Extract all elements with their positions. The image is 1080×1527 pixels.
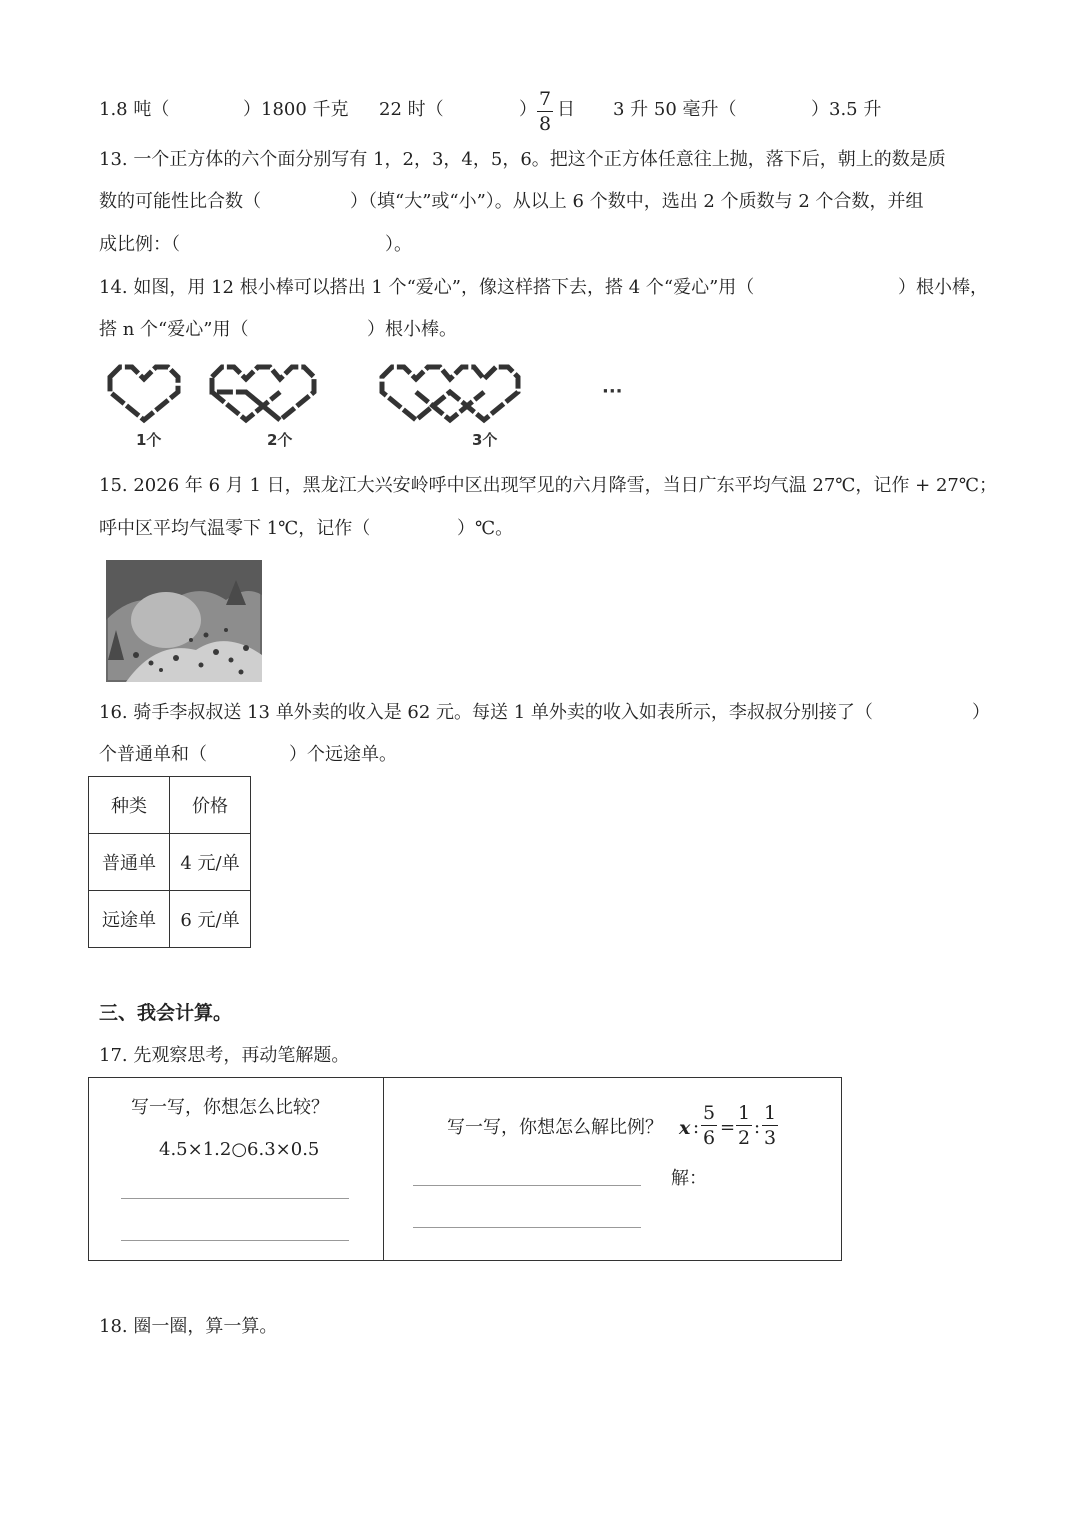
- table-cell: 远途单: [89, 891, 170, 948]
- q17-left-answer-line-2[interactable]: [121, 1240, 349, 1241]
- hearts-ellipsis: ···: [602, 381, 623, 402]
- q12-fraction-denominator: 8: [538, 113, 552, 135]
- table-cell: 普通单: [89, 834, 170, 891]
- q12-part3-right: ）3.5 升: [811, 99, 882, 120]
- q17-colon-2: :: [754, 1117, 761, 1138]
- q12-fraction-bar: [537, 111, 553, 112]
- q12-part2-unit: 日: [557, 99, 575, 120]
- q12-part1-right: ）1800 千克: [243, 99, 349, 120]
- q13-line-3b: ）。: [385, 234, 412, 255]
- q12-fraction: [537, 88, 553, 135]
- heart-shape-1: [110, 367, 178, 420]
- heart-shape-3: [382, 367, 518, 420]
- q14-line-1a: 14. 如图，用 12 根小棒可以搭出 1 个“爱心”，像这样搭下去，搭 4 个“爱心”用（: [99, 277, 755, 298]
- q16-line-1b: ）: [972, 702, 990, 723]
- heart-label-3: 3个: [472, 431, 498, 449]
- q16-line-1a: 16. 骑手李叔叔送 13 单外卖的收入是 62 元。每送 1 单外卖的收入如表所示，李叔叔分别接了（: [99, 702, 873, 723]
- q17-title: 17. 先观察思考，再动笔解题。: [99, 1045, 350, 1066]
- q17-fraction-2-num: 1: [737, 1102, 751, 1124]
- q16-line-2b: ）个远途单。: [289, 744, 397, 765]
- q14-line-2a: 搭 n 个“爱心”用（: [99, 319, 249, 340]
- q17-fraction-2-den: 2: [737, 1127, 751, 1149]
- table-header-row: [89, 777, 251, 834]
- q18-title: 18. 圈一圈，算一算。: [99, 1316, 278, 1337]
- q12-part2-left: 22 时（: [379, 99, 444, 120]
- q17-fraction-3-den: 3: [763, 1127, 777, 1149]
- q17-fraction-3: [762, 1102, 778, 1149]
- q17-right-prompt: 写一写，你想怎么解比例？: [447, 1117, 663, 1138]
- q17-fraction-2: [736, 1102, 752, 1149]
- q17-fraction-1-bar: [701, 1125, 717, 1126]
- q13-line-1: 13. 一个正方体的六个面分别写有 1，2，3，4，5，6。把这个正方体任意往上抛，落下后，朝上的数是质: [99, 149, 946, 170]
- table-header-cell: 价格: [170, 777, 251, 834]
- heart-label-2: 2个: [267, 431, 293, 449]
- q17-equals: =: [720, 1117, 736, 1138]
- snow-scene-photo: [106, 560, 262, 682]
- q17-fraction-3-num: 1: [763, 1102, 777, 1124]
- table-row: [89, 891, 251, 948]
- table-cell: 6 元/单: [170, 891, 251, 948]
- q17-left-expression: 4.5×1.2○6.3×0.5: [159, 1139, 320, 1160]
- q13-line-3a: 成比例：（: [99, 234, 180, 255]
- table-row: [89, 834, 251, 891]
- q12-part3-left: 3 升 50 毫升（: [613, 99, 737, 120]
- q17-fraction-1-num: 5: [702, 1102, 716, 1124]
- q17-fraction-2-bar: [736, 1125, 752, 1126]
- q17-colon-1: :: [693, 1117, 700, 1138]
- q17-right-answer-line-2[interactable]: [413, 1227, 641, 1228]
- q12-part2-right: ）: [519, 99, 537, 120]
- q15-line-2a: 呼中区平均气温零下 1℃，记作（: [99, 518, 371, 539]
- q17-solve-label: 解：: [671, 1168, 707, 1189]
- q14-line-1b: ）根小棒，: [898, 277, 988, 298]
- hearts-figure: [100, 362, 640, 452]
- section-3-title: 三、我会计算。: [99, 1002, 233, 1024]
- q16-line-2a: 个普通单和（: [99, 744, 207, 765]
- q17-fraction-1-den: 6: [702, 1127, 716, 1149]
- q17-left-answer-line-1[interactable]: [121, 1198, 349, 1199]
- q12-part1-left: 1.8 吨（: [99, 99, 170, 120]
- q17-equation-x: x: [679, 1117, 691, 1139]
- q12-fraction-numerator: 7: [538, 88, 552, 110]
- q15-line-2b: ）℃。: [457, 518, 514, 539]
- heart-shape-2: [212, 367, 314, 420]
- q15-line-1: 15. 2026 年 6 月 1 日，黑龙江大兴安岭呼中区出现罕见的六月降雪，当日广东平均气温 27℃，记作 + 27℃；: [99, 475, 997, 496]
- q17-box-divider: [383, 1078, 384, 1260]
- q17-fraction-1: [701, 1102, 717, 1149]
- q17-right-answer-line-1[interactable]: [413, 1185, 641, 1186]
- q17-left-prompt: 写一写，你想怎么比较？: [131, 1097, 329, 1118]
- q13-line-2a: 数的可能性比合数（: [99, 191, 261, 212]
- table-cell: 4 元/单: [170, 834, 251, 891]
- price-table: [88, 776, 251, 948]
- heart-label-1: 1个: [136, 431, 162, 449]
- q17-box: [88, 1077, 842, 1261]
- q17-fraction-3-bar: [762, 1125, 778, 1126]
- q13-line-2b: ）（填“大”或“小”）。从以上 6 个数中，选出 2 个质数与 2 个合数，并组: [350, 191, 924, 212]
- q14-line-2b: ）根小棒。: [367, 319, 457, 340]
- table-header-cell: 种类: [89, 777, 170, 834]
